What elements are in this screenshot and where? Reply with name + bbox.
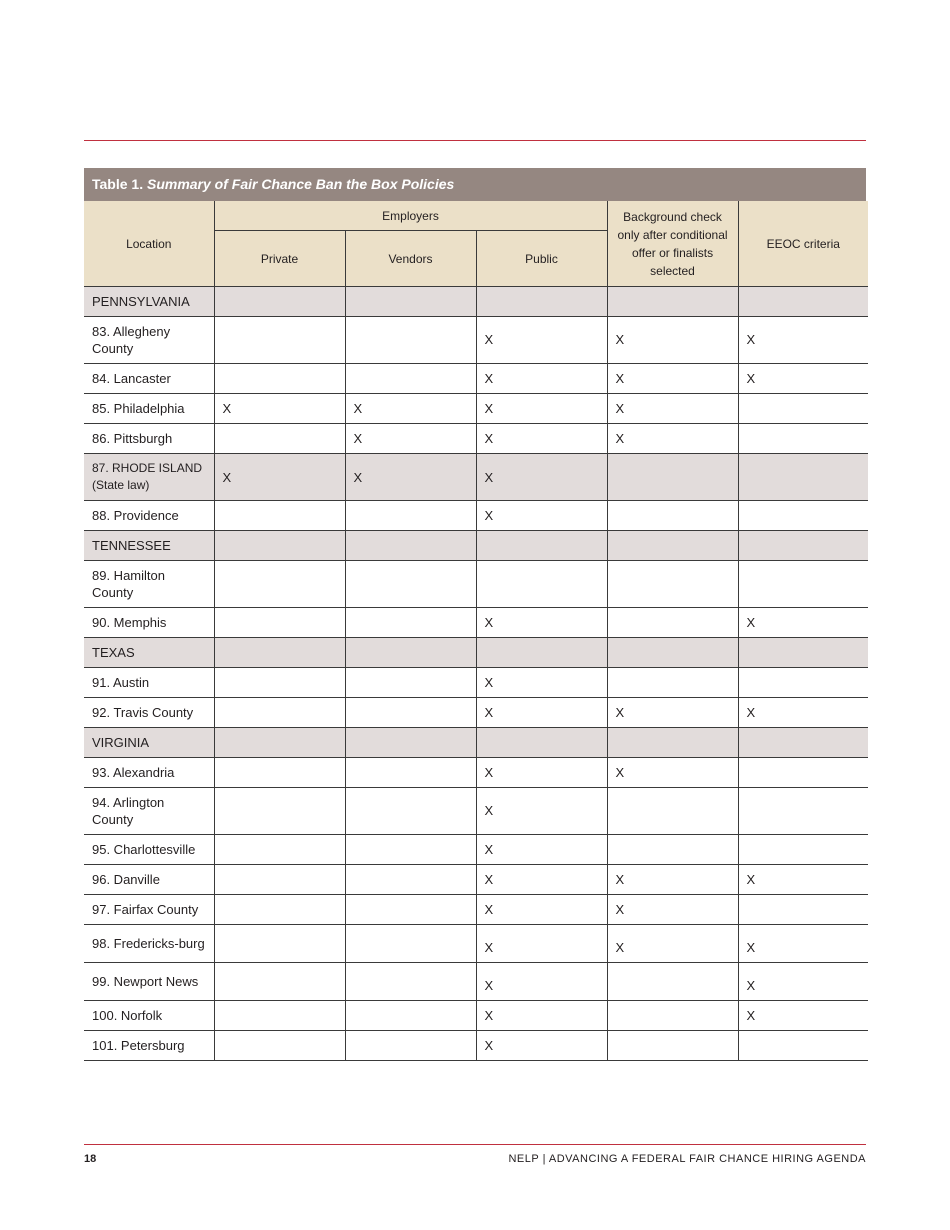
public-cell: X [476, 895, 607, 925]
location-cell: 86. Pittsburgh [84, 424, 214, 454]
location-cell: 84. Lancaster [84, 364, 214, 394]
eeoc-cell: X [738, 698, 868, 728]
private-cell: X [214, 454, 345, 501]
vendors-cell [345, 925, 476, 963]
eeoc-cell [738, 728, 868, 758]
private-cell: X [214, 394, 345, 424]
background-cell: X [607, 895, 738, 925]
table-row [84, 394, 868, 424]
header-vendors: Vendors [345, 231, 476, 287]
table-row [84, 287, 868, 317]
vendors-cell [345, 698, 476, 728]
private-cell [214, 1001, 345, 1031]
table-row [84, 531, 868, 561]
table-row [84, 758, 868, 788]
bottom-rule [84, 1144, 866, 1145]
location-cell: 97. Fairfax County [84, 895, 214, 925]
private-cell [214, 1031, 345, 1061]
public-cell: X [476, 698, 607, 728]
location-cell: 95. Charlottesville [84, 835, 214, 865]
eeoc-cell [738, 895, 868, 925]
location-cell: 83. Allegheny County [84, 317, 214, 364]
publication-title: NELP | ADVANCING A FEDERAL FAIR CHANCE HIRING AGENDA [508, 1153, 866, 1165]
vendors-cell [345, 865, 476, 895]
public-cell: X [476, 835, 607, 865]
private-cell [214, 835, 345, 865]
background-cell [607, 561, 738, 608]
private-cell [214, 287, 345, 317]
table-header [84, 201, 868, 287]
eeoc-cell [738, 668, 868, 698]
vendors-cell [345, 1001, 476, 1031]
header-eeoc: EEOC criteria [738, 201, 868, 287]
eeoc-cell [738, 454, 868, 501]
eeoc-cell [738, 501, 868, 531]
background-cell [607, 454, 738, 501]
table-row [84, 925, 868, 963]
public-cell [476, 638, 607, 668]
private-cell [214, 364, 345, 394]
public-cell [476, 531, 607, 561]
background-cell: X [607, 698, 738, 728]
background-cell [607, 501, 738, 531]
private-cell [214, 501, 345, 531]
private-cell [214, 638, 345, 668]
public-cell: X [476, 1031, 607, 1061]
vendors-cell [345, 668, 476, 698]
background-cell: X [607, 317, 738, 364]
private-cell [214, 561, 345, 608]
background-cell [607, 608, 738, 638]
public-cell: X [476, 501, 607, 531]
background-cell [607, 1031, 738, 1061]
vendors-cell [345, 287, 476, 317]
eeoc-cell: X [738, 608, 868, 638]
vendors-cell: X [345, 424, 476, 454]
location-cell: 92. Travis County [84, 698, 214, 728]
location-cell: 87. RHODE ISLAND (State law) [84, 454, 214, 501]
vendors-cell [345, 317, 476, 364]
eeoc-cell: X [738, 364, 868, 394]
location-cell: 93. Alexandria [84, 758, 214, 788]
table-row [84, 424, 868, 454]
table-body [84, 287, 868, 1061]
public-cell: X [476, 788, 607, 835]
public-cell: X [476, 317, 607, 364]
location-cell: 94. Arlington County [84, 788, 214, 835]
page-number: 18 [84, 1153, 97, 1165]
public-cell: X [476, 865, 607, 895]
vendors-cell [345, 895, 476, 925]
location-cell: 89. Hamilton County [84, 561, 214, 608]
private-cell [214, 788, 345, 835]
table-row [84, 638, 868, 668]
public-cell: X [476, 668, 607, 698]
public-cell: X [476, 394, 607, 424]
eeoc-cell [738, 561, 868, 608]
table-row [84, 668, 868, 698]
background-cell: X [607, 364, 738, 394]
vendors-cell [345, 758, 476, 788]
private-cell [214, 608, 345, 638]
summary-table [84, 201, 868, 1061]
vendors-cell [345, 788, 476, 835]
background-cell [607, 287, 738, 317]
vendors-cell [345, 364, 476, 394]
background-cell: X [607, 424, 738, 454]
header-private: Private [214, 231, 345, 287]
header-public: Public [476, 231, 607, 287]
eeoc-cell: X [738, 1001, 868, 1031]
location-cell: 101. Petersburg [84, 1031, 214, 1061]
private-cell [214, 758, 345, 788]
table-row [84, 728, 868, 758]
private-cell [214, 317, 345, 364]
background-cell: X [607, 865, 738, 895]
table-label: Table 1. [92, 176, 144, 192]
vendors-cell [345, 501, 476, 531]
private-cell [214, 925, 345, 963]
public-cell [476, 287, 607, 317]
location-cell: TENNESSEE [84, 531, 214, 561]
vendors-cell [345, 608, 476, 638]
private-cell [214, 963, 345, 1001]
private-cell [214, 865, 345, 895]
table-row [84, 1031, 868, 1061]
location-cell: 96. Danville [84, 865, 214, 895]
policy-table [84, 168, 866, 1061]
private-cell [214, 698, 345, 728]
vendors-cell [345, 638, 476, 668]
private-cell [214, 424, 345, 454]
location-cell: VIRGINIA [84, 728, 214, 758]
location-cell: 90. Memphis [84, 608, 214, 638]
public-cell [476, 728, 607, 758]
header-employers: Employers [214, 201, 607, 231]
background-cell [607, 963, 738, 1001]
public-cell: X [476, 608, 607, 638]
public-cell: X [476, 758, 607, 788]
location-cell: 100. Norfolk [84, 1001, 214, 1031]
location-cell: 85. Philadelphia [84, 394, 214, 424]
eeoc-cell [738, 835, 868, 865]
public-cell: X [476, 454, 607, 501]
public-cell: X [476, 424, 607, 454]
background-cell [607, 668, 738, 698]
eeoc-cell [738, 394, 868, 424]
table-row [84, 501, 868, 531]
private-cell [214, 531, 345, 561]
table-row [84, 454, 868, 501]
table-row [84, 608, 868, 638]
location-cell: PENNSYLVANIA [84, 287, 214, 317]
eeoc-cell: X [738, 963, 868, 1001]
vendors-cell [345, 728, 476, 758]
location-cell: 98. Fredericks-burg [84, 925, 214, 963]
table-row [84, 865, 868, 895]
eeoc-cell [738, 531, 868, 561]
background-cell [607, 835, 738, 865]
table-row [84, 698, 868, 728]
background-cell: X [607, 925, 738, 963]
table-row [84, 561, 868, 608]
header-location: Location [84, 201, 214, 287]
vendors-cell [345, 561, 476, 608]
table-row [84, 963, 868, 1001]
vendors-cell: X [345, 394, 476, 424]
table-row [84, 364, 868, 394]
table-row [84, 895, 868, 925]
eeoc-cell: X [738, 317, 868, 364]
vendors-cell [345, 963, 476, 1001]
background-cell [607, 728, 738, 758]
public-cell: X [476, 963, 607, 1001]
table-row [84, 1001, 868, 1031]
public-cell: X [476, 364, 607, 394]
background-cell [607, 788, 738, 835]
eeoc-cell [738, 287, 868, 317]
background-cell [607, 638, 738, 668]
eeoc-cell: X [738, 865, 868, 895]
background-cell [607, 1001, 738, 1031]
location-cell: 91. Austin [84, 668, 214, 698]
table-row [84, 835, 868, 865]
table-caption [84, 168, 866, 201]
vendors-cell [345, 835, 476, 865]
table-row [84, 317, 868, 364]
header-background-check: Background check only after conditional offer or finalists selected [607, 201, 738, 287]
public-cell: X [476, 1001, 607, 1031]
private-cell [214, 895, 345, 925]
location-cell: 88. Providence [84, 501, 214, 531]
eeoc-cell [738, 758, 868, 788]
private-cell [214, 728, 345, 758]
background-cell [607, 531, 738, 561]
location-cell: 99. Newport News [84, 963, 214, 1001]
vendors-cell [345, 531, 476, 561]
eeoc-cell [738, 1031, 868, 1061]
table-title: Summary of Fair Chance Ban the Box Policies [146, 176, 455, 192]
eeoc-cell [738, 638, 868, 668]
background-cell: X [607, 758, 738, 788]
location-cell: TEXAS [84, 638, 214, 668]
top-rule [84, 140, 866, 141]
public-cell: X [476, 925, 607, 963]
private-cell [214, 668, 345, 698]
vendors-cell: X [345, 454, 476, 501]
eeoc-cell [738, 788, 868, 835]
background-cell: X [607, 394, 738, 424]
eeoc-cell [738, 424, 868, 454]
table-row [84, 788, 868, 835]
eeoc-cell: X [738, 925, 868, 963]
public-cell [476, 561, 607, 608]
vendors-cell [345, 1031, 476, 1061]
